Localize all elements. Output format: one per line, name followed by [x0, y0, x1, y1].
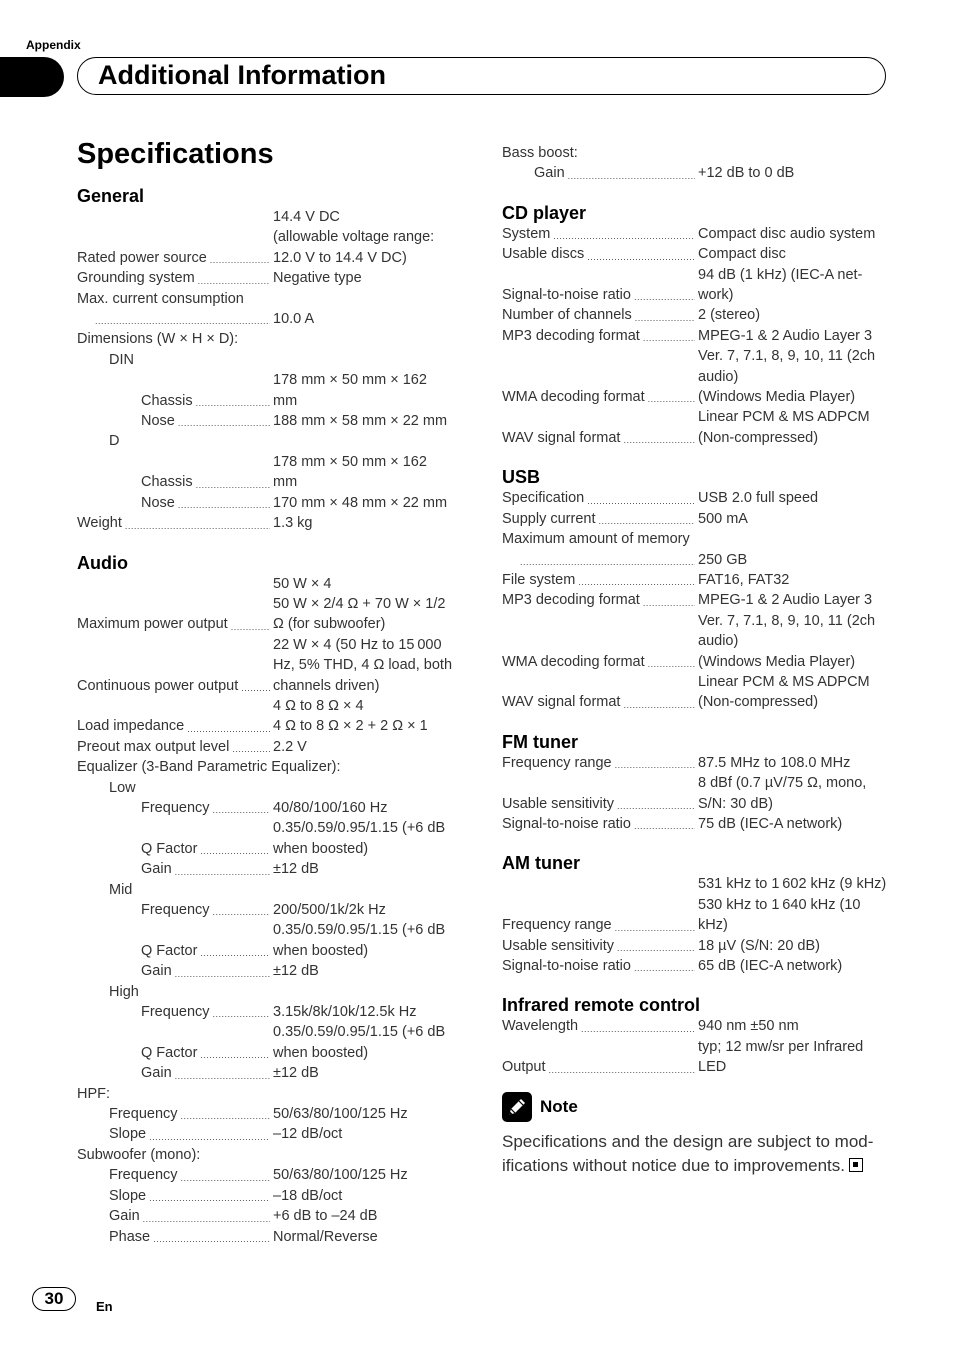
left-column: [77, 185, 467, 1247]
spec-value: ±12 dB: [273, 963, 319, 980]
spec-hpf-frequency: [77, 1104, 467, 1124]
spec-value: (Windows Media Player): [698, 389, 856, 406]
spec-label: Gain: [141, 1065, 172, 1082]
spec-label: MP3 decoding format: [502, 327, 640, 344]
spec-label: Maximum amount of memory: [502, 531, 690, 548]
spec-label: Usable discs: [502, 246, 585, 263]
spec-value: 0.35/0.59/0.95/1.15 (+6 dB: [273, 1024, 446, 1041]
spec-label: Frequency: [141, 799, 210, 816]
right-column: [502, 143, 894, 1178]
spec-usb-fs: [502, 570, 894, 590]
spec-value: 940 nm ±50 nm: [698, 1018, 799, 1035]
ir-heading: Infrared remote control: [502, 995, 701, 1016]
spec-label: Phase: [109, 1228, 151, 1245]
spec-label: Preout max output level: [77, 738, 230, 755]
spec-value: mm: [273, 392, 298, 409]
spec-label: Number of channels: [502, 307, 632, 324]
spec-value: 188 mm × 58 mm × 22 mm: [273, 413, 448, 430]
spec-value: 178 mm × 50 mm × 162: [273, 372, 427, 389]
spec-mid-q: [77, 920, 467, 961]
spec-label: Grounding system: [77, 270, 195, 287]
spec-label: Frequency: [141, 1004, 210, 1021]
spec-label: Signal-to-noise ratio: [502, 815, 631, 832]
spec-label: Slope: [109, 1126, 147, 1143]
spec-value: audio): [698, 368, 739, 385]
spec-label: Signal-to-noise ratio: [502, 287, 631, 304]
spec-value: 4 Ω to 8 Ω × 2 + 2 Ω × 1: [273, 718, 428, 735]
spec-label: Slope: [109, 1187, 147, 1204]
spec-continuous-output: [77, 635, 467, 696]
spec-label: Gain: [109, 1208, 140, 1225]
page-title: Specifications: [77, 138, 274, 170]
sub-heading: Mid: [109, 881, 133, 898]
spec-mid-gain: [77, 961, 467, 981]
spec-value: work): [698, 287, 734, 304]
spec-cd-channels: [502, 305, 894, 325]
spec-label: Wavelength: [502, 1018, 579, 1035]
note-text: [502, 1130, 892, 1178]
spec-high-gain: [77, 1063, 467, 1083]
end-mark-icon: [849, 1158, 863, 1172]
spec-max-output: [77, 574, 467, 635]
spec-value: typ; 12 mw/sr per Infrared: [698, 1038, 864, 1055]
spec-grounding: [77, 268, 467, 288]
audio-heading: Audio: [77, 552, 128, 573]
spec-value: channels driven): [273, 677, 380, 694]
spec-d-nose: [77, 493, 467, 513]
spec-value: Linear PCM & MS ADPCM: [698, 673, 870, 690]
spec-value: 14.4 V DC: [273, 209, 340, 225]
section-header-bar: [77, 57, 886, 95]
spec-value: mm: [273, 474, 298, 491]
spec-value: MPEG-1 & 2 Audio Layer 3: [698, 592, 873, 609]
spec-label: Usable sensitivity: [502, 795, 615, 812]
spec-label: WMA decoding format: [502, 389, 645, 406]
spec-value: Normal/Reverse: [273, 1228, 378, 1245]
spec-value: 50 W × 4: [273, 575, 332, 592]
spec-value: 50/63/80/100/125 Hz: [273, 1106, 408, 1123]
page-number: 30: [32, 1287, 76, 1311]
spec-value: 2 (stereo): [698, 307, 761, 324]
spec-label: Q Factor: [141, 1044, 198, 1061]
sub-heading: High: [109, 983, 139, 1000]
spec-label: Supply current: [502, 510, 596, 527]
spec-value: Compact disc: [698, 246, 786, 263]
spec-value: +6 dB to –24 dB: [273, 1208, 378, 1225]
cd-heading: CD player: [502, 202, 587, 223]
spec-value: ±12 dB: [273, 861, 319, 878]
spec-label: Load impedance: [77, 718, 185, 735]
spec-d-chassis: [77, 452, 467, 493]
spec-value: ±12 dB: [273, 1065, 319, 1082]
spec-value: 2.2 V: [273, 738, 307, 755]
spec-max-current: [77, 309, 467, 329]
spec-value: LED: [698, 1059, 727, 1076]
spec-label: Usable sensitivity: [502, 937, 615, 954]
spec-value: Ver. 7, 7.1, 8, 9, 10, 11 (2ch: [698, 612, 876, 629]
spec-low-q: [77, 818, 467, 859]
spec-am-snr: [502, 956, 894, 976]
spec-value: audio): [698, 633, 739, 650]
note-line: ifications without notice due to improvements.: [502, 1155, 846, 1175]
spec-usb-spec: [502, 488, 894, 508]
spec-low-frequency: [77, 798, 467, 818]
spec-label: WAV signal format: [502, 694, 621, 711]
spec-value: 65 dB (IEC-A network): [698, 958, 843, 974]
spec-value: 94 dB (1 kHz) (IEC-A net-: [698, 266, 863, 283]
spec-value: Negative type: [273, 270, 362, 287]
spec-label: Frequency: [109, 1167, 178, 1184]
spec-value: 530 kHz to 1 640 kHz (10: [698, 896, 861, 913]
spec-value: 3.15k/8k/10k/12.5k Hz: [273, 1004, 417, 1021]
spec-value: 10.0 A: [273, 311, 315, 328]
section-tab-marker: [0, 57, 64, 97]
sub-heading: Bass boost:: [502, 145, 578, 161]
spec-label: Signal-to-noise ratio: [502, 958, 631, 974]
spec-value: Ver. 7, 7.1, 8, 9, 10, 11 (2ch: [698, 348, 876, 365]
spec-preout: [77, 737, 467, 757]
spec-value: 170 mm × 48 mm × 22 mm: [273, 494, 448, 511]
spec-value: Compact disc audio system: [698, 225, 876, 242]
spec-label: Equalizer (3-Band Parametric Equalizer):: [77, 759, 341, 776]
spec-sub-slope: [77, 1186, 467, 1206]
spec-value: Linear PCM & MS ADPCM: [698, 409, 870, 426]
spec-value: 0.35/0.59/0.95/1.15 (+6 dB: [273, 820, 446, 837]
spec-value: (Non-compressed): [698, 429, 819, 446]
spec-label: System: [502, 225, 551, 242]
spec-ir-wavelength: [502, 1016, 894, 1036]
spec-label: MP3 decoding format: [502, 592, 640, 609]
sub-heading: D: [109, 433, 120, 450]
note-header: [502, 1090, 894, 1124]
spec-label: Nose: [141, 494, 175, 511]
spec-value: 75 dB (IEC-A network): [698, 815, 843, 832]
spec-usb-memory: [502, 550, 894, 570]
spec-label: Specification: [502, 490, 585, 507]
spec-value: 500 mA: [698, 510, 748, 527]
spec-value: 40/80/100/160 Hz: [273, 799, 388, 816]
spec-am-sensitivity: [502, 936, 894, 956]
spec-cd-wma: [502, 346, 894, 407]
usb-heading: USB: [502, 467, 541, 488]
spec-value: Hz, 5% THD, 4 Ω load, both: [273, 657, 453, 674]
spec-value: 87.5 MHz to 108.0 MHz: [698, 754, 851, 771]
spec-rated-power: [77, 207, 467, 268]
spec-cd-discs: [502, 244, 894, 264]
sub-heading: Subwoofer (mono):: [77, 1146, 201, 1163]
spec-value: Ω (for subwoofer): [273, 616, 386, 633]
spec-value: 200/500/1k/2k Hz: [273, 902, 386, 918]
spec-value: (Non-compressed): [698, 694, 819, 711]
spec-value: 531 kHz to 1 602 kHz (9 kHz): [698, 876, 887, 893]
spec-value: 1.3 kg: [273, 515, 313, 532]
spec-din-nose: [77, 411, 467, 431]
spec-hpf-slope: [77, 1124, 467, 1144]
spec-value: S/N: 30 dB): [698, 795, 773, 812]
spec-value: when boosted): [273, 1044, 369, 1061]
note-title: Note: [540, 1096, 578, 1116]
spec-value: USB 2.0 full speed: [698, 490, 819, 507]
appendix-label: Appendix: [26, 38, 81, 52]
sub-heading: HPF:: [77, 1085, 111, 1102]
spec-label: Chassis: [141, 474, 193, 491]
spec-label: File system: [502, 571, 576, 588]
spec-ir-output: [502, 1037, 894, 1078]
spec-label: WAV signal format: [502, 429, 621, 446]
spec-usb-wma: [502, 611, 894, 672]
spec-usb-current: [502, 509, 894, 529]
spec-value: 18 µV (S/N: 20 dB): [698, 937, 820, 954]
spec-cd-system: [502, 224, 894, 244]
spec-label: Output: [502, 1059, 546, 1076]
spec-label: Max. current consumption: [77, 290, 244, 307]
spec-label: Frequency: [109, 1106, 178, 1123]
spec-din-chassis: [77, 370, 467, 411]
general-heading: General: [77, 186, 145, 206]
spec-value: 0.35/0.59/0.95/1.15 (+6 dB: [273, 922, 446, 939]
am-heading: AM tuner: [502, 853, 580, 874]
fm-heading: FM tuner: [502, 731, 578, 752]
spec-label: Dimensions (W × H × D):: [77, 331, 239, 348]
spec-label: Continuous power output: [77, 677, 239, 694]
spec-cd-mp3: [502, 326, 894, 346]
spec-sub-frequency: [77, 1165, 467, 1185]
spec-label: Gain: [141, 963, 172, 980]
spec-value: kHz): [698, 917, 728, 934]
spec-fm-snr: [502, 814, 894, 834]
spec-fm-sensitivity: [502, 773, 894, 814]
spec-value: 12.0 V to 14.4 V DC): [273, 249, 407, 266]
spec-mid-frequency: [77, 900, 467, 920]
sub-heading: DIN: [109, 351, 134, 368]
pencil-icon: [502, 1092, 532, 1122]
spec-value: –18 dB/oct: [273, 1187, 343, 1204]
spec-label: Q Factor: [141, 840, 198, 857]
spec-label: Frequency: [141, 902, 210, 918]
spec-cd-wav: [502, 407, 894, 448]
spec-cd-snr: [502, 265, 894, 306]
spec-label: Nose: [141, 413, 175, 430]
spec-value: 50 W × 2/4 Ω + 70 W × 1/2: [273, 595, 446, 612]
spec-value: 22 W × 4 (50 Hz to 15 000: [273, 636, 442, 653]
spec-label: Maximum power output: [77, 616, 228, 633]
spec-value: +12 dB to 0 dB: [698, 165, 795, 182]
spec-label: Frequency range: [502, 754, 612, 771]
spec-value: when boosted): [273, 942, 369, 959]
spec-sub-gain: [77, 1206, 467, 1226]
spec-value: FAT16, FAT32: [698, 571, 790, 588]
spec-fm-range: [502, 753, 894, 773]
spec-value: 250 GB: [698, 551, 748, 568]
spec-usb-mp3: [502, 590, 894, 610]
spec-label: Weight: [77, 515, 122, 532]
spec-usb-wav: [502, 672, 894, 713]
spec-sub-phase: [77, 1227, 467, 1247]
language-code: En: [96, 1299, 113, 1314]
spec-value: (allowable voltage range:: [273, 229, 435, 246]
spec-value: when boosted): [273, 840, 369, 857]
spec-value: 178 mm × 50 mm × 162: [273, 453, 427, 470]
spec-weight: [77, 513, 467, 533]
spec-high-frequency: [77, 1002, 467, 1022]
spec-bass-boost-gain: [502, 163, 894, 183]
spec-value: 50/63/80/100/125 Hz: [273, 1167, 408, 1184]
spec-high-q: [77, 1022, 467, 1063]
spec-load-impedance: [77, 696, 467, 737]
spec-label: Gain: [141, 861, 172, 878]
spec-value: 8 dBf (0.7 µV/75 Ω, mono,: [698, 775, 867, 792]
spec-value: MPEG-1 & 2 Audio Layer 3: [698, 327, 873, 344]
spec-low-gain: [77, 859, 467, 879]
spec-label: Frequency range: [502, 917, 612, 934]
spec-am-range: [502, 874, 894, 935]
spec-label: Rated power source: [77, 249, 207, 266]
spec-value: –12 dB/oct: [273, 1126, 343, 1143]
spec-label: Chassis: [141, 392, 193, 409]
section-title: Additional Information: [98, 60, 386, 90]
sub-heading: Low: [109, 779, 136, 796]
spec-label: Gain: [534, 165, 565, 182]
note-line: Specifications and the design are subject to mod-: [502, 1131, 874, 1151]
spec-label: Q Factor: [141, 942, 198, 959]
spec-label: WMA decoding format: [502, 653, 645, 670]
spec-value: (Windows Media Player): [698, 653, 856, 670]
spec-value: 4 Ω to 8 Ω × 4: [273, 697, 364, 714]
